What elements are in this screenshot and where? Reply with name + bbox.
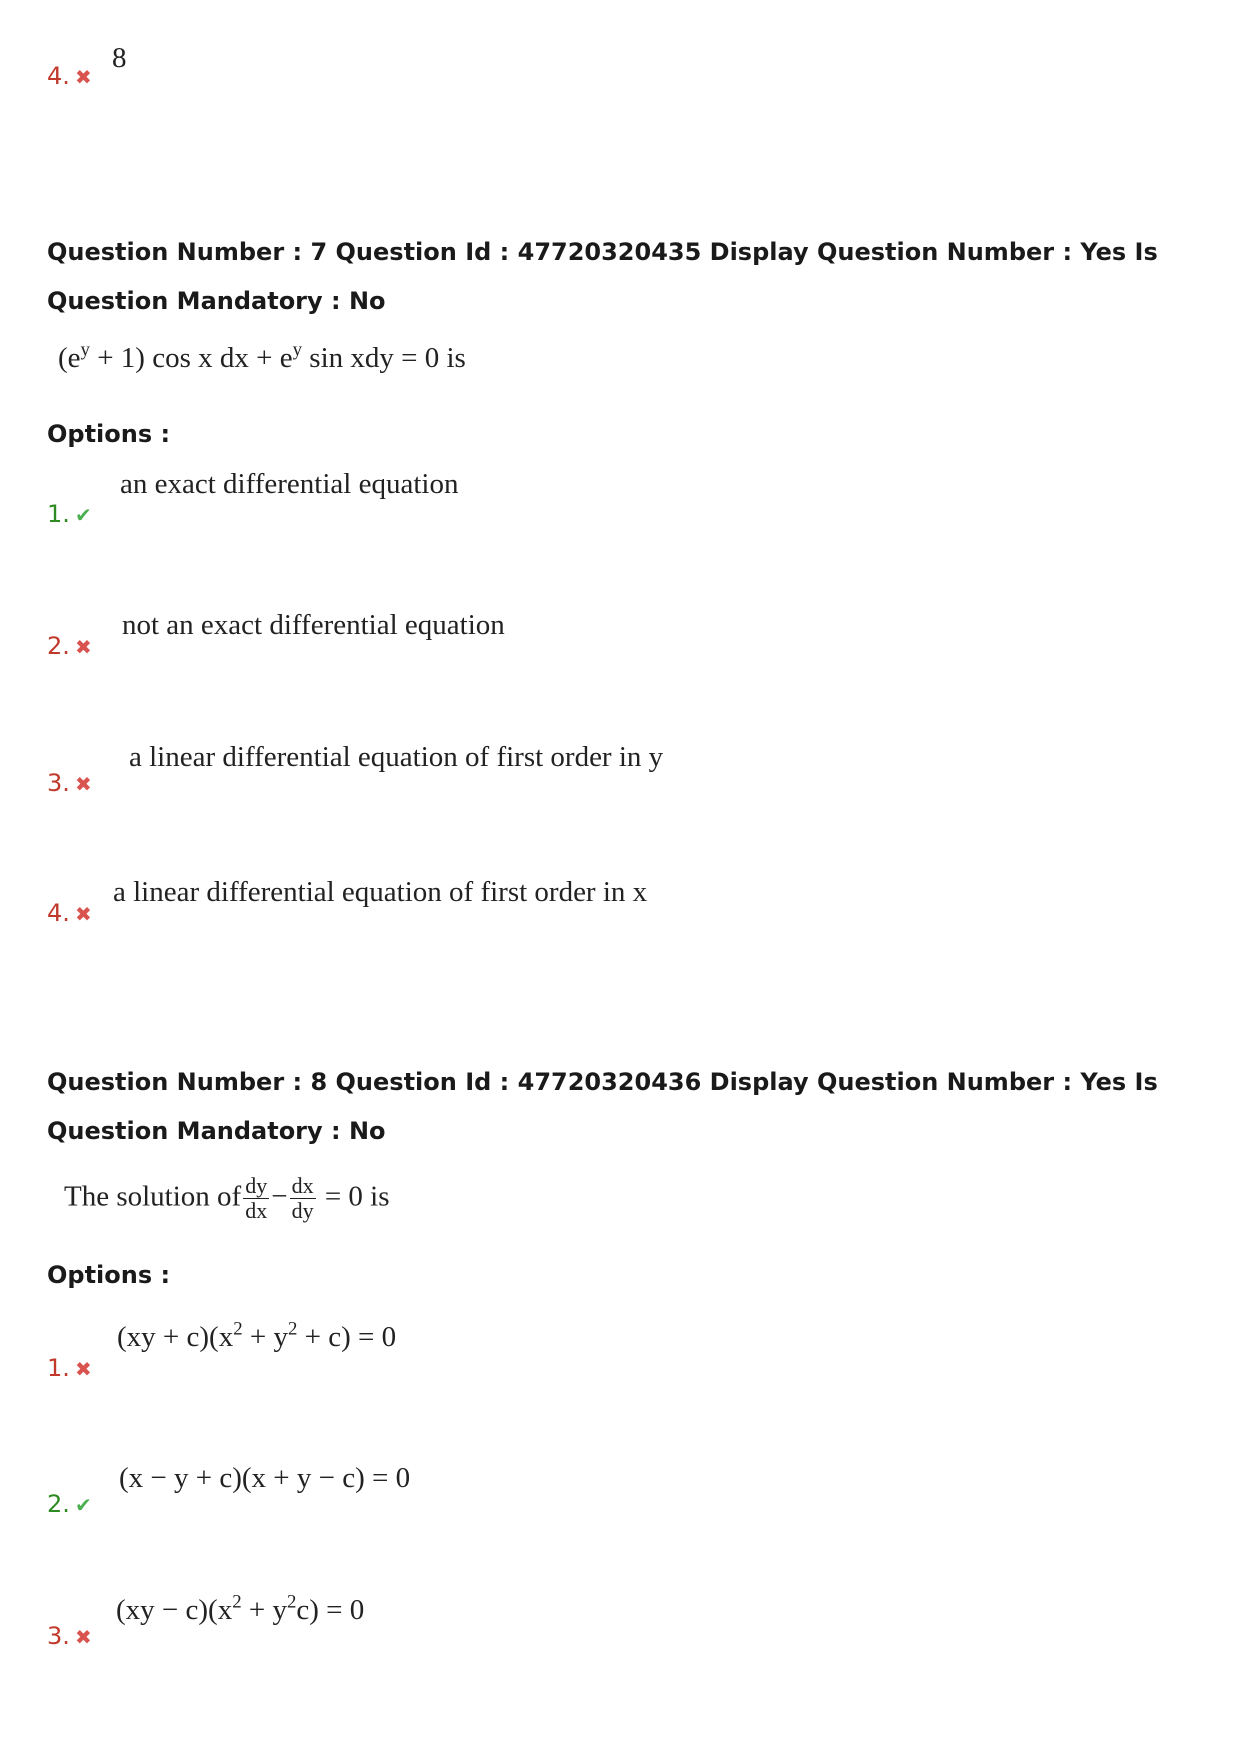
option-number: 3. xyxy=(47,769,70,797)
fraction-dy-dx: $\frac{dy}{dx}$ xyxy=(245,1173,268,1224)
q8-option-1 xyxy=(47,1354,92,1382)
question-8-stem: The solution of $\frac{dy}{dx}$ − $\frac{dx}{dy}$ = 0 is xyxy=(64,1173,390,1224)
option-number: 3. xyxy=(47,1622,70,1650)
question-7-options-label: Options : xyxy=(47,420,171,448)
q8-option-3 xyxy=(47,1622,92,1650)
q7-option-2-text: not an exact differential equation xyxy=(122,609,505,641)
fraction-dx-dy: $\frac{dx}{dy}$ xyxy=(291,1173,314,1224)
question-8-options-label: Options : xyxy=(47,1261,171,1289)
wrong-mark-icon: ✖ xyxy=(75,1625,92,1649)
option-number: 1. xyxy=(47,1354,70,1382)
q7-option-1-text: an exact differential equation xyxy=(120,468,459,500)
wrong-mark-icon: ✖ xyxy=(75,902,92,926)
q7-option-3 xyxy=(47,769,92,797)
q8-option-1-text: $(xy + c)(x^2 + y^2 + c) = 0$ xyxy=(117,1318,397,1353)
q7-option-1 xyxy=(47,500,92,528)
correct-check-icon: ✔ xyxy=(75,1493,92,1517)
q8-option-2 xyxy=(47,1490,92,1518)
q7-option-3-text: a linear differential equation of first order in y xyxy=(129,741,664,773)
option-number: 1. xyxy=(47,500,70,528)
q7-option-2 xyxy=(47,632,92,660)
correct-check-icon: ✔ xyxy=(75,503,92,527)
option-number: 4. xyxy=(47,899,70,927)
q8-option-2-text: (x − y + c)(x + y − c) = 0 xyxy=(119,1462,411,1494)
wrong-mark-icon: ✖ xyxy=(75,1357,92,1381)
option-number: 4. xyxy=(47,62,70,90)
option-number: 2. xyxy=(47,1490,70,1518)
wrong-mark-icon: ✖ xyxy=(75,65,92,89)
q7-option-4 xyxy=(47,899,92,927)
q7-option-4-text: a linear differential equation of first order in x xyxy=(113,876,648,908)
wrong-mark-icon: ✖ xyxy=(75,635,92,659)
option-number: 2. xyxy=(47,632,70,660)
q8-option-3-text: $(xy - c)(x^2 + y^2c) = 0$ xyxy=(116,1591,365,1626)
prev-option-4-text: 8 xyxy=(112,42,127,74)
prev-option-4 xyxy=(47,62,92,90)
wrong-mark-icon: ✖ xyxy=(75,772,92,796)
question-8-header: Question Number : 8 Question Id : 47720320436 Display Question Number : Yes Is Question Mandatory : No xyxy=(47,1068,1158,1145)
question-7-stem: $(e^y + 1)$ cos x dx + $e^y$ sin xdy = 0 is xyxy=(58,339,466,374)
question-7-header: Question Number : 7 Question Id : 47720320435 Display Question Number : Yes Is Question Mandatory : No xyxy=(47,238,1158,315)
